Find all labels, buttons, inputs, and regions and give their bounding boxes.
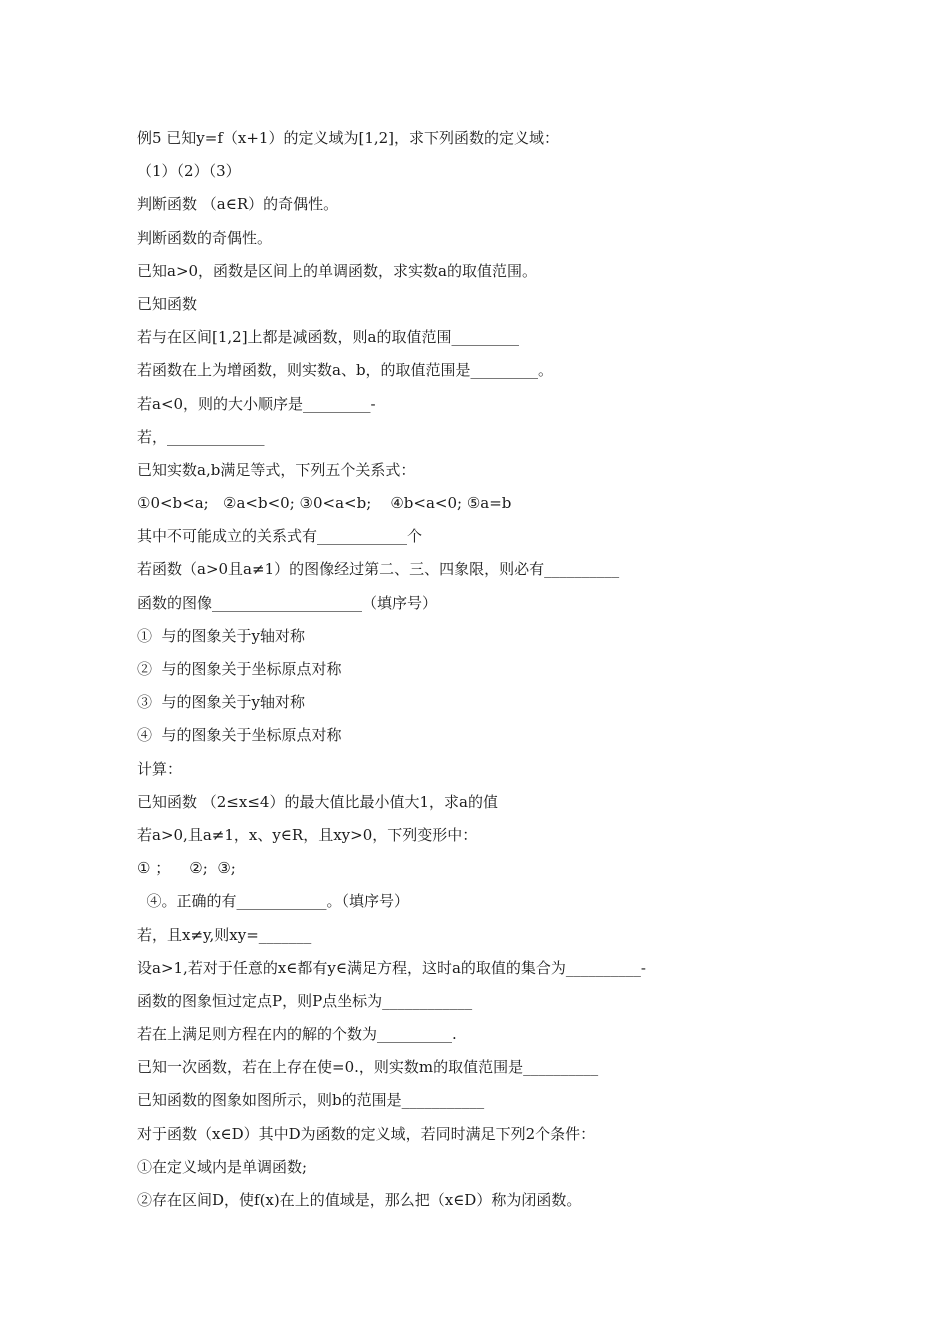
text-line: 例5 已知y=f（x+1）的定义域为[1,2]，求下列函数的定义域： [137, 129, 560, 147]
text-line: ①0<b<a; ②a<b<0; ③0<a<b; ④b<a<0; ⑤a=b [137, 494, 512, 513]
text-line: 若函数（a>0且a≠1）的图像经过第二、三、四象限，则必有__________ [137, 560, 620, 579]
text-line: 若，_____________ [137, 427, 265, 446]
text-line: 已知一次函数，若在上存在使=0.，则实数m的取值范围是__________ [137, 1058, 599, 1077]
text-line: ①在定义域内是单调函数; [137, 1157, 308, 1176]
text-line: ④。正确的有____________。（填序号） [137, 892, 410, 911]
text-line: ① ； ②; ③; [137, 859, 236, 878]
text-line: 若与在区间[1,2]上都是减函数，则a的取值范围_________ [137, 328, 520, 347]
text-line: 若在上满足则方程在内的解的个数为__________. [137, 1025, 457, 1044]
text-line: 设a>1,若对于任意的x∈都有y∈满足方程，这时a的取值的集合为__________- [137, 958, 646, 977]
text-line: 若a<0，则的大小顺序是_________- [137, 394, 376, 413]
text-line: 若，且x≠y,则xy=_______ [137, 925, 312, 944]
text-line: ③ 与的图象关于y轴对称 [137, 693, 306, 712]
text-line: 函数的图像____________________（填序号） [137, 593, 438, 612]
text-line: 若函数在上为增函数，则实数a、b，的取值范围是_________。 [137, 361, 554, 380]
text-line: 计算： [137, 759, 183, 778]
text-line: ② 与的图象关于坐标原点对称 [137, 660, 342, 678]
text-line: 已知函数的图象如图所示，则b的范围是___________ [137, 1091, 485, 1110]
text-line: 已知a>0，函数是区间上的单调函数，求实数a的取值范围。 [137, 261, 538, 280]
text-line: 判断函数 （a∈R）的奇偶性。 [137, 195, 339, 214]
document-body [137, 122, 857, 1217]
text-line: ① 与的图象关于y轴对称 [137, 626, 306, 645]
text-line: 函数的图象恒过定点P，则P点坐标为____________ [137, 991, 473, 1010]
text-line: 对于函数（x∈D）其中D为函数的定义域，若同时满足下列2个条件： [137, 1124, 596, 1143]
text-line: 已知实数a,b满足等式，下列五个关系式： [137, 460, 416, 479]
text-line: 其中不可能成立的关系式有____________个 [137, 527, 423, 546]
text-line: 判断函数的奇偶性。 [137, 228, 273, 247]
text-line: 已知函数 （2≤x≤4）的最大值比最小值大1，求a的值 [137, 792, 498, 811]
text-line: ②存在区间D，使f(x)在上的值域是，那么把（x∈D）称为闭函数。 [137, 1191, 582, 1209]
text-line: ④ 与的图象关于坐标原点对称 [137, 726, 342, 745]
text-line: 已知函数 [137, 294, 198, 313]
text-line: 若a>0,且a≠1，x、y∈R，且xy>0，下列变形中： [137, 825, 478, 844]
text-line: （1）（2）（3） [137, 162, 241, 181]
